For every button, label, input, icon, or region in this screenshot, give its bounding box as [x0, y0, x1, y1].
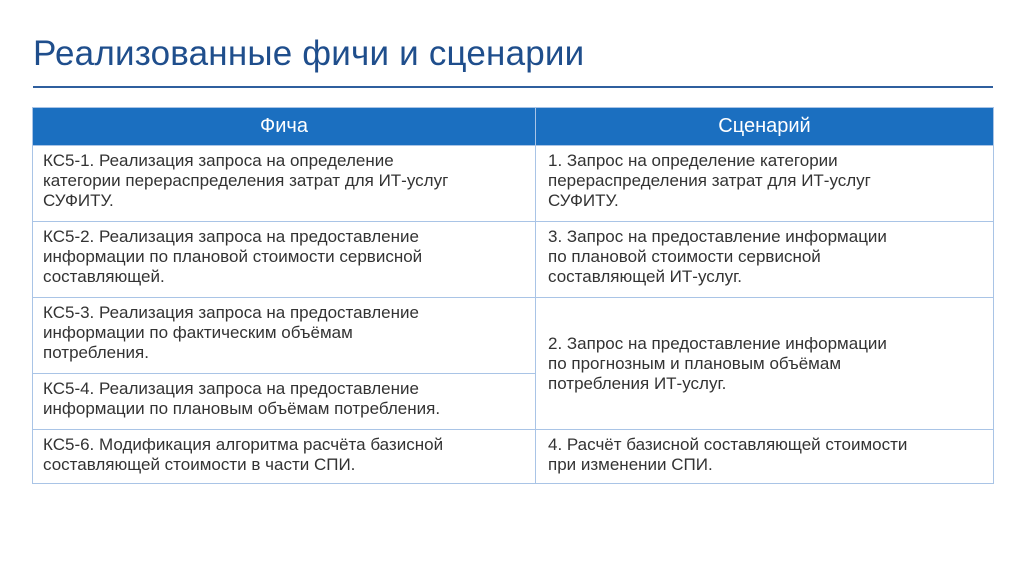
- feature-cell: КС5-1. Реализация запроса на определение категории перераспределения затрат для ИТ-услуг СУФИТУ.: [33, 146, 536, 222]
- feature-cell: КС5-6. Модификация алгоритма расчёта базисной составляющей стоимости в части СПИ.: [33, 430, 536, 484]
- feature-cell: КС5-2. Реализация запроса на предоставление информации по плановой стоимости сервисной составляющей.: [33, 222, 536, 298]
- feature-cell: КС5-4. Реализация запроса на предоставление информации по плановым объёмам потребления.: [33, 374, 536, 430]
- feature-cell: КС5-3. Реализация запроса на предоставление информации по фактическим объёмам потребления.: [33, 298, 536, 374]
- table-row: [33, 298, 994, 374]
- header-scenario: Сценарий: [536, 108, 994, 146]
- scenario-cell: 1. Запрос на определение категории перераспределения затрат для ИТ-услуг СУФИТУ.: [536, 146, 994, 222]
- header-feature: Фича: [33, 108, 536, 146]
- title-divider: [33, 86, 993, 88]
- slide-title: Реализованные фичи и сценарии: [33, 34, 585, 73]
- table-row: [33, 222, 994, 298]
- table-row: [33, 430, 994, 484]
- features-table: [32, 107, 994, 484]
- table-header-row: [33, 108, 994, 146]
- scenario-cell: 3. Запрос на предоставление информации по плановой стоимости сервисной составляющей ИТ-услуг.: [536, 222, 994, 298]
- scenario-cell: 4. Расчёт базисной составляющей стоимости при изменении СПИ.: [536, 430, 994, 484]
- scenario-cell: 2. Запрос на предоставление информации по прогнозным и плановым объёмам потребления ИТ-услуг.: [536, 298, 994, 430]
- table-row: [33, 146, 994, 222]
